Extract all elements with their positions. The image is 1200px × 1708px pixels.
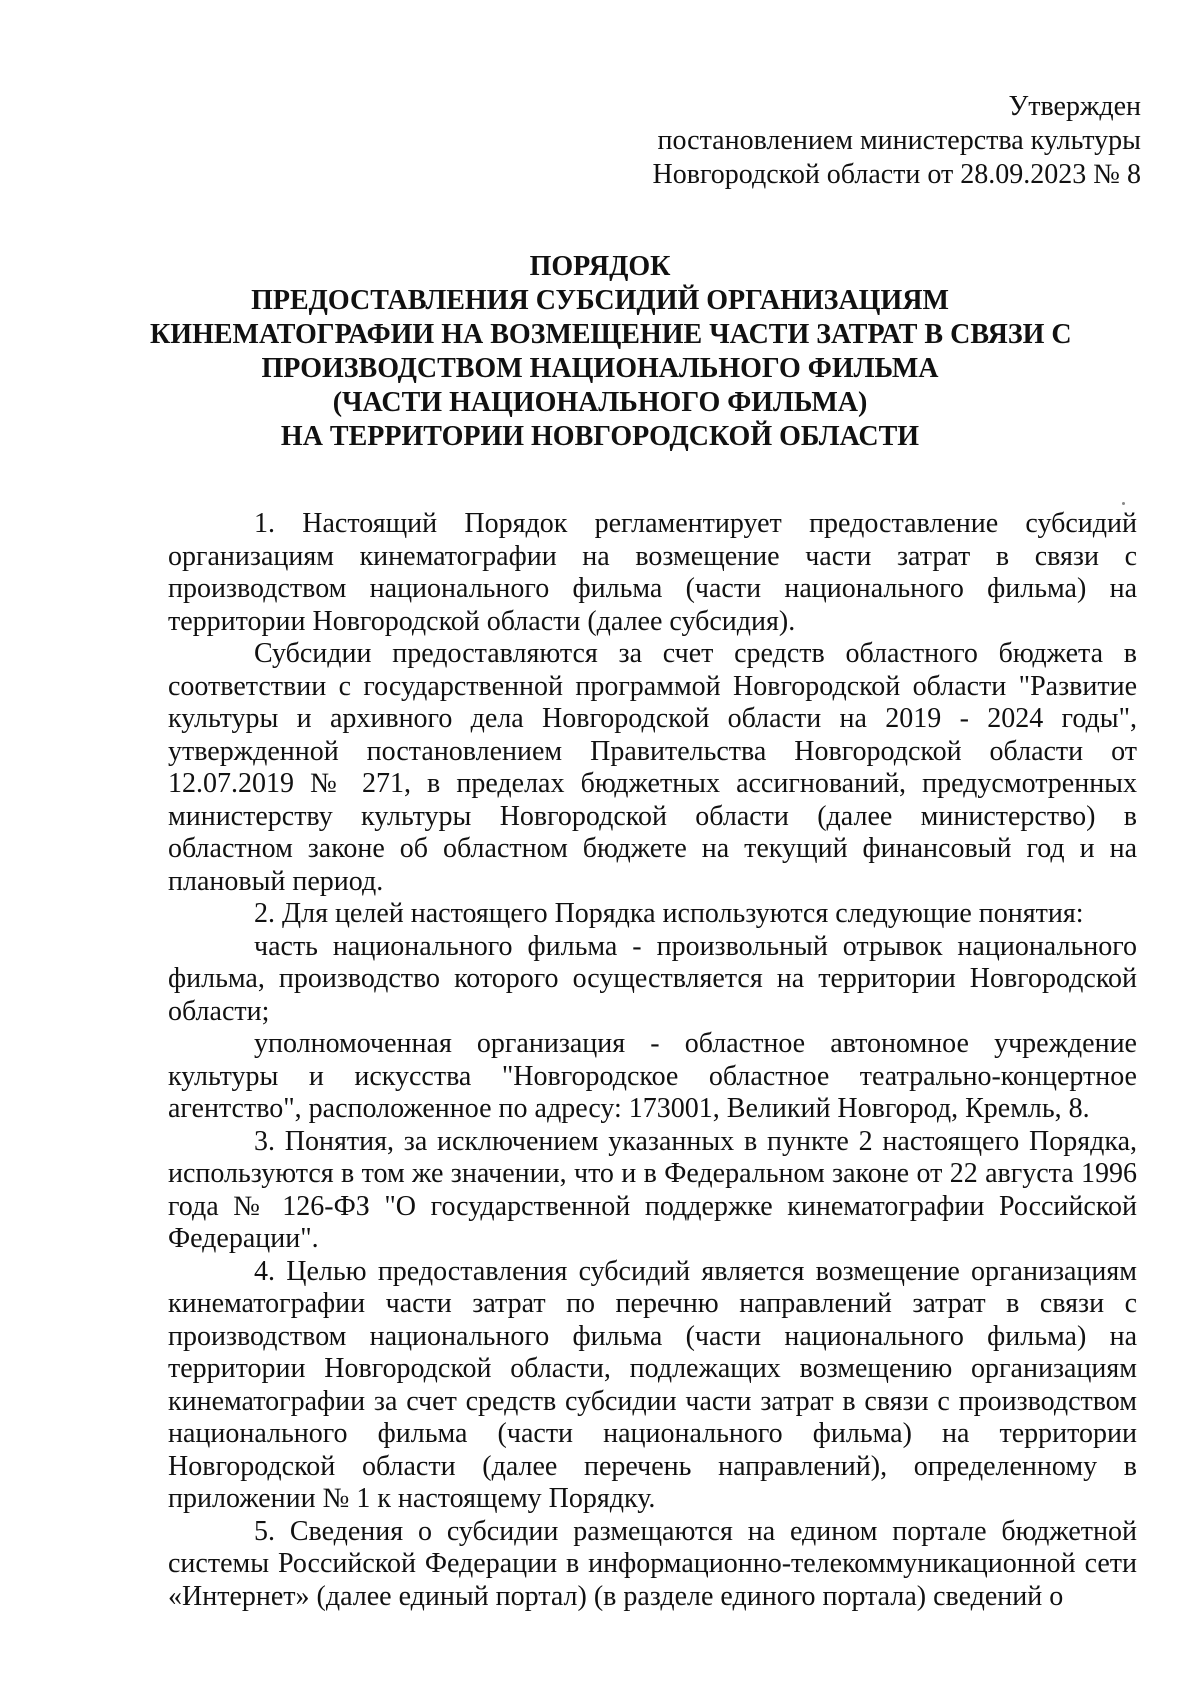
paragraph-4: часть национального фильма - произвольный отрывок национального фильма, производство которого осуществляется на территории Новгородской области; <box>168 930 1137 1027</box>
document-title <box>150 250 1072 454</box>
title-line-6: НА ТЕРРИТОРИИ НОВГОРОДСКОЙ ОБЛАСТИ <box>280 421 920 452</box>
paragraph-1: 1. Настоящий Порядок регламентирует предоставление субсидий организациям кинематографии на возмещение части затрат в связи с производством национального фильма (части национального фильма) на территории Новгородской области (далее субсидия). <box>168 508 1137 637</box>
paragraph-3: 2. Для целей настоящего Порядка используются следующие понятия: <box>254 898 1084 929</box>
title-line-4: ПРОИЗВОДСТВОМ НАЦИОНАЛЬНОГО ФИЛЬМА <box>261 353 939 384</box>
document-body <box>168 508 1137 1613</box>
paragraph-2: Субсидии предоставляются за счет средств областного бюджета в соответствии с государственной программой Новгородской области "Развитие культуры и архивного дела Новгородской области на 2019 - 2024 годы", утвержденной постановлением Правительства Новгородской области от 12.07.2019 № 271, в пределах бюджетных ассигнований, предусмотренных министерству культуры Новгородской области (далее министерство) в областном законе об областном бюджете на текущий финансовый год и на плановый период. <box>168 638 1137 897</box>
scan-speck <box>1122 502 1125 505</box>
title-line-5: (ЧАСТИ НАЦИОНАЛЬНОГО ФИЛЬМА) <box>332 387 868 418</box>
paragraph-6: 3. Понятия, за исключением указанных в пункте 2 настоящего Порядка, используются в том же значении, что и в Федеральном законе от 22 августа 1996 года № 126-ФЗ "О государственной поддержке кинематографии Российской Федерации". <box>168 1125 1137 1254</box>
paragraph-5: уполномоченная организация - областное автономное учреждение культуры и искусства "Новгородское областное театрально-концертное агентство", расположенное по адресу: 173001, Великий Новгород, Кремль, 8. <box>168 1028 1137 1124</box>
approval-stamp <box>653 90 1141 192</box>
paragraph-8: 5. Сведения о субсидии размещаются на едином портале бюджетной системы Российской Федерации в информационно-телекоммуникационной сети «Интернет» (далее единый портал) (в разделе единого портала) сведений о <box>168 1515 1137 1612</box>
approval-line-2: постановлением министерства культуры <box>657 125 1141 156</box>
paragraph-7: 4. Целью предоставления субсидий является возмещение организациям кинематографии части затрат по перечню направлений затрат в связи с производством национального фильма (части национального фильма) на территории Новгородской области, подлежащих возмещению организациям кинематографии за счет средств субсидии части затрат в связи с производством национального фильма (части национального фильма) на территории Новгородской области (далее перечень направлений), определенному в приложении № 1 к настоящему Порядку. <box>168 1255 1137 1514</box>
title-line-2: ПРЕДОСТАВЛЕНИЯ СУБСИДИЙ ОРГАНИЗАЦИЯМ <box>251 285 949 316</box>
title-line-1: ПОРЯДОК <box>529 251 671 282</box>
approval-line-3: Новгородской области от 28.09.2023 № 8 <box>652 159 1141 190</box>
title-line-3: КИНЕМАТОГРАФИИ НА ВОЗМЕЩЕНИЕ ЧАСТИ ЗАТРАТ В СВЯЗИ С <box>150 319 1072 350</box>
approval-line-1: Утвержден <box>1008 91 1141 122</box>
